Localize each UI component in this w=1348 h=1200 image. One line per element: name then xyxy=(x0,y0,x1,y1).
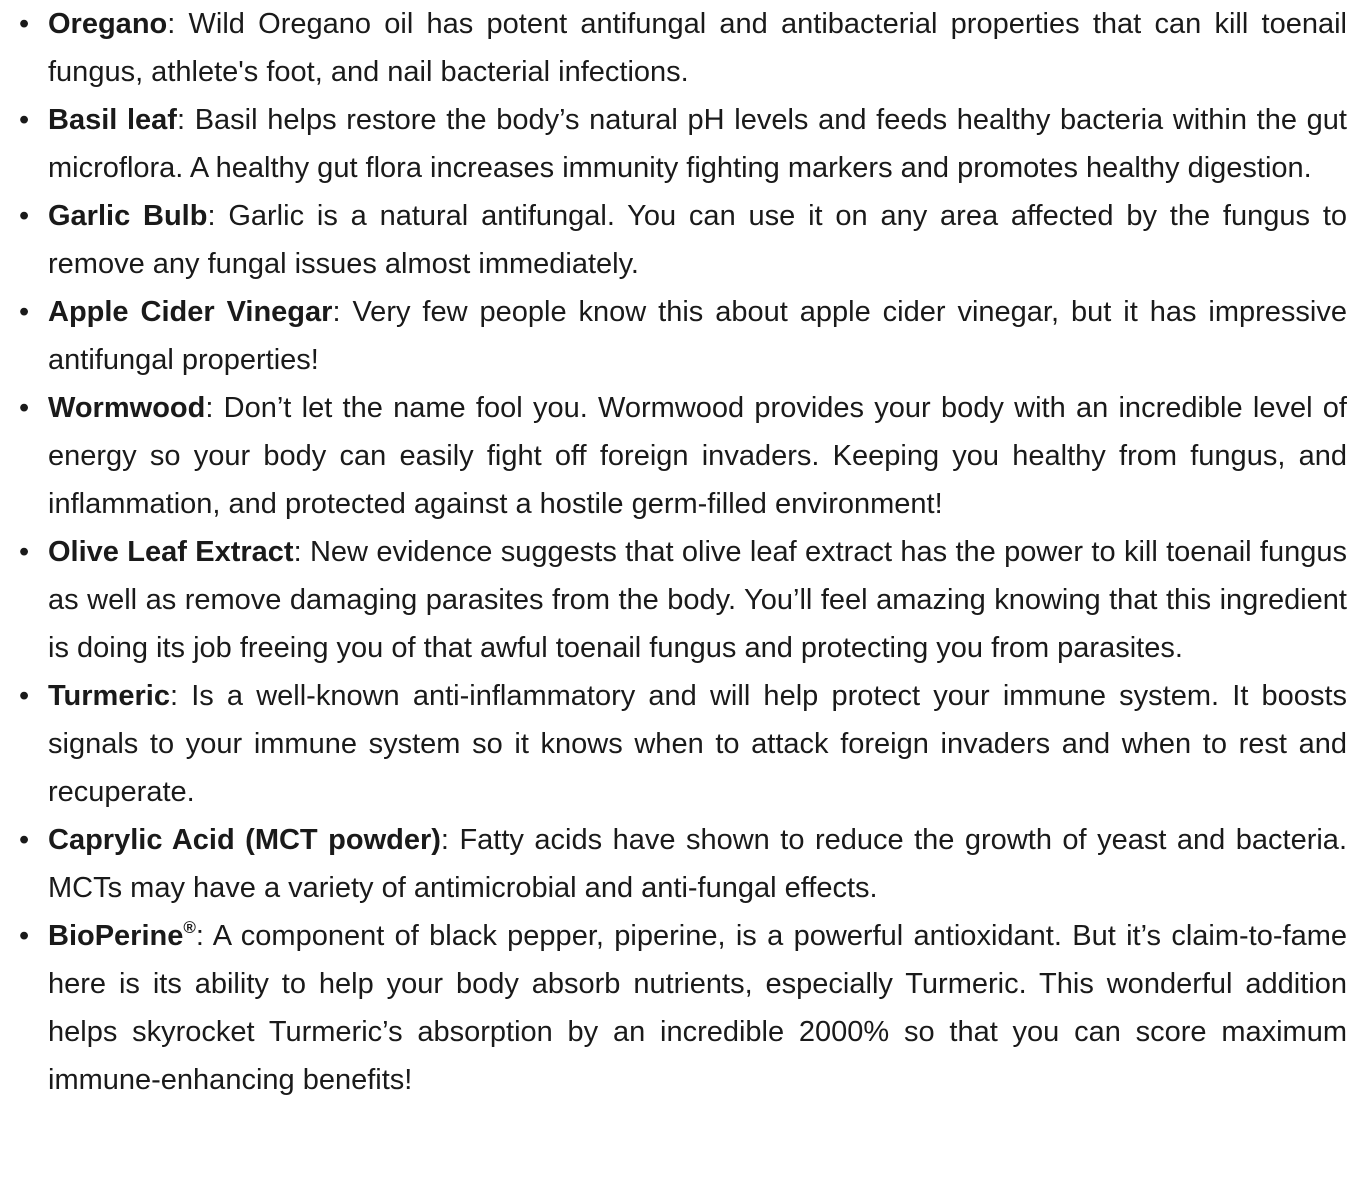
ingredient-description: : Garlic is a natural antifungal. You can use it on any area affected by the fungus to remove any fungal issues almost immediately. xyxy=(48,200,1348,280)
registered-mark: ® xyxy=(183,918,196,937)
ingredient-name: Basil leaf xyxy=(48,104,177,136)
ingredient-name: Wormwood xyxy=(48,392,206,424)
list-item-turmeric xyxy=(0,672,1348,816)
bullet-icon: • xyxy=(19,104,30,136)
bullet-icon: • xyxy=(19,392,30,424)
ingredient-description: : Basil helps restore the body’s natural pH levels and feeds healthy bacteria within the gut microflora. A healthy gut flora increases immunity fighting markers and promotes healthy digestion. xyxy=(48,104,1347,184)
list-item-wormwood xyxy=(0,384,1348,528)
ingredient-description: : Very few people know this about apple cider vinegar, but it has impressive antifungal properties! xyxy=(48,296,1347,376)
ingredient-description: : Wild Oregano oil has potent antifungal and antibacterial properties that can kill toenail fungus, athlete's foot, and nail bacterial infections. xyxy=(48,8,1347,88)
ingredient-description: : New evidence suggests that olive leaf extract has the power to kill toenail fungus as well as remove damaging parasites from the body. You’ll feel amazing knowing that this ingredient is doing its job freeing you of that awful toenail fungus and protecting you from parasites. xyxy=(48,536,1347,664)
bullet-icon: • xyxy=(19,200,30,232)
ingredient-name: Oregano xyxy=(48,8,168,40)
bullet-icon: • xyxy=(19,824,30,856)
list-item-apple-cider-vinegar xyxy=(0,288,1348,384)
list-item-bioperine xyxy=(0,912,1348,1104)
bullet-icon: • xyxy=(19,296,30,328)
list-item-oregano xyxy=(0,0,1348,96)
list-item-olive-leaf-extract xyxy=(0,528,1348,672)
ingredient-description: : Fatty acids have shown to reduce the growth of yeast and bacteria. MCTs may have a variety of antimicrobial and anti-fungal effects. xyxy=(48,824,1347,904)
bullet-icon: • xyxy=(19,536,30,568)
list-item-caprylic-acid xyxy=(0,816,1348,912)
ingredient-description: : A component of black pepper, piperine, is a powerful antioxidant. But it’s claim-to-fame here is its ability to help your body absorb nutrients, especially Turmeric. This wonderful addition helps skyrocket Turmeric’s absorption by an incredible 2000% so that you can score maximum immune-enhancing benefits! xyxy=(48,920,1347,1096)
bullet-icon: • xyxy=(19,680,30,712)
ingredient-description: : Is a well-known anti-inflammatory and will help protect your immune system. It boosts signals to your immune system so it knows when to attack foreign invaders and when to rest and recuperate. xyxy=(48,680,1347,808)
ingredient-name: Apple Cider Vinegar xyxy=(48,296,333,328)
ingredient-name-text: BioPerine xyxy=(48,920,184,952)
ingredient-description: : Don’t let the name fool you. Wormwood provides your body with an incredible level of energy so your body can easily fight off foreign invaders. Keeping you healthy from fungus, and inflammation, and protected against a hostile germ-filled environment! xyxy=(48,392,1347,520)
ingredient-name: Turmeric xyxy=(48,680,170,712)
ingredient-name xyxy=(48,920,196,952)
bullet-icon: • xyxy=(19,920,30,952)
ingredient-name: Caprylic Acid (MCT powder) xyxy=(48,824,441,856)
list-item-garlic-bulb xyxy=(0,192,1348,288)
bullet-icon: • xyxy=(19,8,30,40)
list-item-basil-leaf xyxy=(0,96,1348,192)
ingredient-name: Garlic Bulb xyxy=(48,200,208,232)
ingredient-name: Olive Leaf Extract xyxy=(48,536,294,568)
